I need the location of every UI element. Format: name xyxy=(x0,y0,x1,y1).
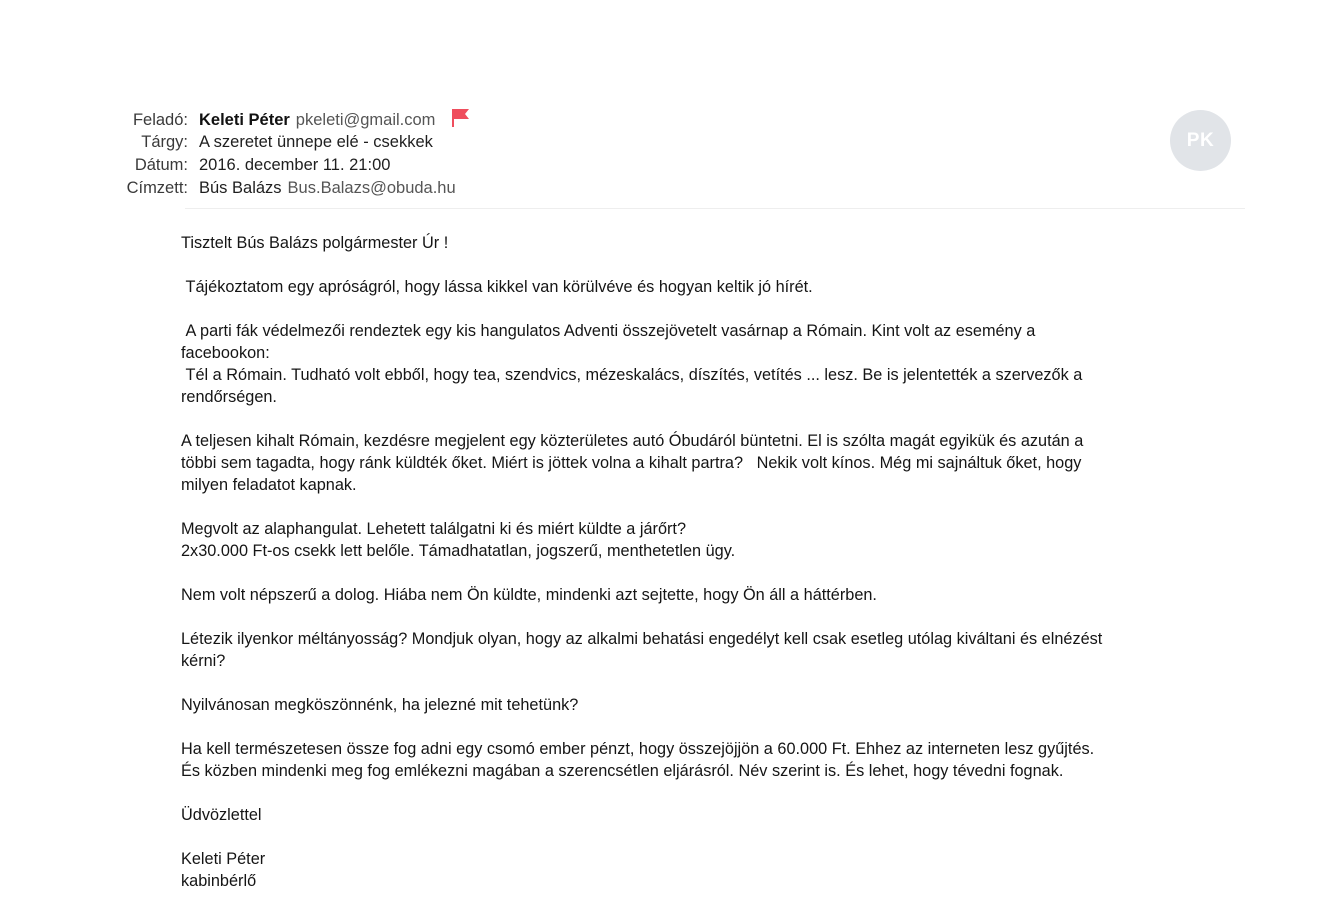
signature xyxy=(181,848,1226,892)
date-row xyxy=(100,154,1250,177)
paragraph-3 xyxy=(181,430,1226,496)
to-value xyxy=(199,177,456,200)
from-label: Feladó: xyxy=(132,111,188,129)
date-label: Dátum: xyxy=(134,156,188,174)
flag-icon-svg xyxy=(450,108,470,128)
closing: Üdvözlettel xyxy=(181,806,262,824)
header-divider xyxy=(185,208,1245,209)
paragraph-6 xyxy=(181,628,1226,672)
paragraph-line: Megvolt az alaphangulat. Lehetett találgatni ki és miért küldte a járőrt? xyxy=(181,520,687,538)
paragraph-line: Ha kell természetesen össze fog adni egy csomó ember pénzt, hogy összejöjjön a 60.000 Ft. Ehhez az interneten lesz gyűjtés. xyxy=(181,740,1095,758)
avatar: PK xyxy=(1170,110,1231,171)
from-row xyxy=(100,108,1250,131)
subject-row xyxy=(100,131,1250,154)
paragraph-line: És közben mindenki meg fog emlékezni magában a szerencsétlen eljárásról. Név szerint is. És lehet, hogy tévedni fognak. xyxy=(181,762,1064,780)
paragraph-line: rendőrségen. xyxy=(181,388,277,406)
recipient-name[interactable]: Bús Balázs xyxy=(199,179,282,197)
signature-title: kabinbérlő xyxy=(181,872,257,890)
paragraph-line: milyen feladatot kapnak. xyxy=(181,476,357,494)
paragraph-line: 2x30.000 Ft-os csekk lett belőle. Támadhatatlan, jogszerű, menthetetlen ügy. xyxy=(181,542,736,560)
paragraph-line: Létezik ilyenkor méltányosság? Mondjuk olyan, hogy az alkalmi behatási engedélyt kell csak esetleg utólag kiváltani és elnézést xyxy=(181,630,1103,648)
paragraph-line: Tél a Rómain. Tudható volt ebből, hogy tea, szendvics, mézeskalács, díszítés, vetítés ... lesz. Be is jelentették a szervezők a xyxy=(181,366,1083,384)
paragraph-1: Tájékoztatom egy apróságról, hogy lássa kikkel van körülvéve és hogyan keltik jó hírét. xyxy=(181,278,813,296)
to-row xyxy=(100,177,1250,200)
sender-name[interactable]: Keleti Péter xyxy=(199,111,290,129)
signature-name: Keleti Péter xyxy=(181,850,266,868)
subject-value: A szeretet ünnepe elé - csekkek xyxy=(199,133,433,151)
paragraph-2 xyxy=(181,320,1226,408)
paragraph-4 xyxy=(181,518,1226,562)
email-body xyxy=(181,232,1226,914)
paragraph-8 xyxy=(181,738,1226,782)
paragraph-line: facebookon: xyxy=(181,344,270,362)
sender-email[interactable]: pkeleti@gmail.com xyxy=(295,111,436,129)
paragraph-line: A parti fák védelmezői rendeztek egy kis hangulatos Adventi összejövetelt vasárnap a Rómain. Kint volt az esemény a xyxy=(181,322,1036,340)
paragraph-5: Nem volt népszerű a dolog. Hiába nem Ön küldte, mindenki azt sejtette, hogy Ön áll a háttérben. xyxy=(181,586,877,604)
recipient-email[interactable]: Bus.Balazs@obuda.hu xyxy=(287,179,456,197)
subject-label: Tárgy: xyxy=(141,133,188,151)
paragraph-line: kérni? xyxy=(181,652,226,670)
to-label: Címzett: xyxy=(126,179,188,197)
greeting: Tisztelt Bús Balázs polgármester Úr ! xyxy=(181,234,449,252)
date-value: 2016. december 11. 21:00 xyxy=(199,156,391,174)
email-header xyxy=(100,108,1250,200)
flag-icon[interactable] xyxy=(450,108,470,128)
from-value xyxy=(199,108,470,132)
paragraph-7: Nyilvánosan megköszönnénk, ha jelezné mit tehetünk? xyxy=(181,696,579,714)
paragraph-line: A teljesen kihalt Rómain, kezdésre megjelent egy közterületes autó Óbudáról büntetni. El is szólta magát egyikük és azután a xyxy=(181,432,1084,450)
paragraph-line: többi sem tagadta, hogy ránk küldték őket. Miért is jöttek volna a kihalt partra? Nekik volt kínos. Még mi sajnáltuk őket, hogy xyxy=(181,454,1082,472)
